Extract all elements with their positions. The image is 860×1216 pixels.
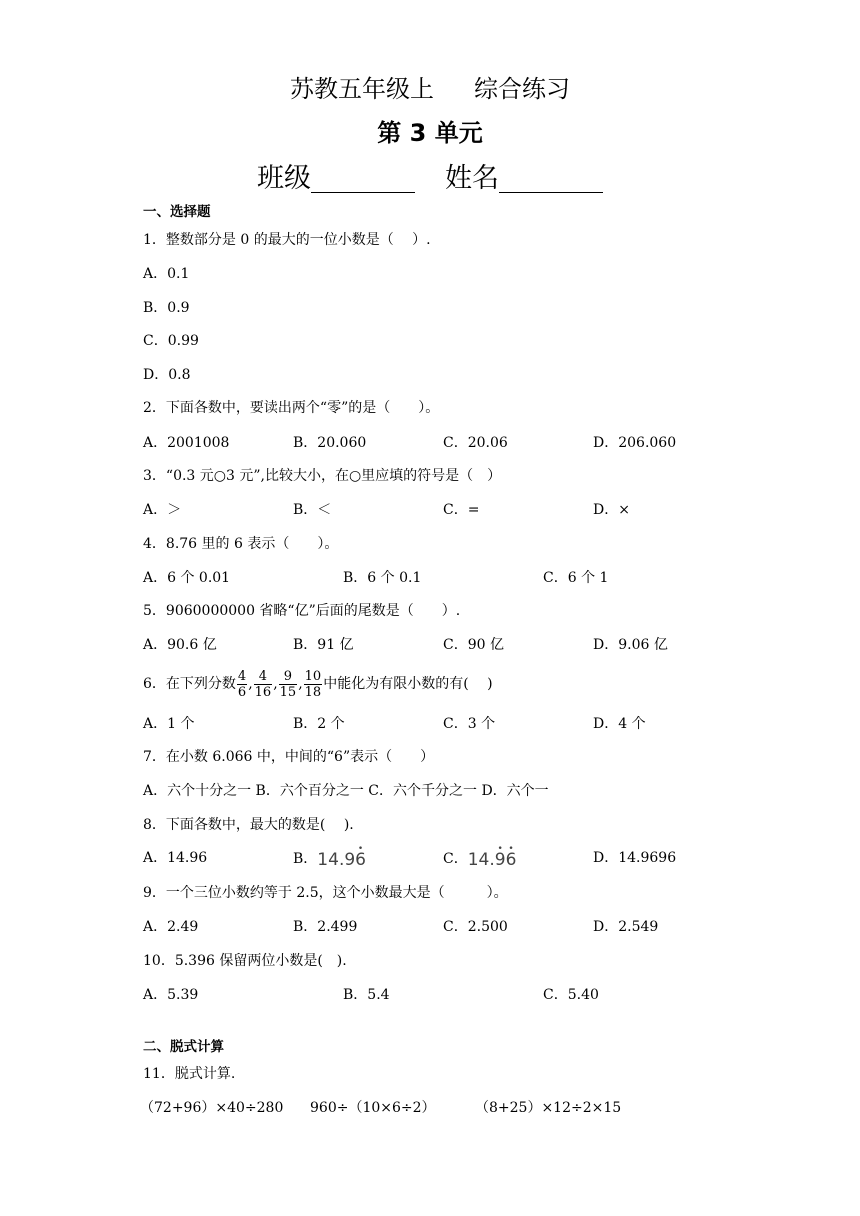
section-heading-choice: 一、选择题 bbox=[143, 204, 211, 220]
question-7-stem: 7．在小数 6.066 中，中间的“6”表示（ ） bbox=[143, 749, 435, 765]
repeating-decimal-b bbox=[317, 850, 366, 870]
fraction-separator-2: , bbox=[273, 676, 278, 692]
repeating-decimal-c-int: 14. bbox=[467, 850, 495, 870]
question-4-stem: 4．8.76 里的 6 表示（ ）。 bbox=[143, 536, 339, 552]
question-10-option-c: C．5.40 bbox=[543, 987, 599, 1003]
question-7-options: A．六个十分之一 B．六个百分之一 C．六个千分之一 D．六个一 bbox=[143, 783, 549, 799]
worksheet-title bbox=[0, 72, 860, 106]
fraction-4-denominator: 18 bbox=[304, 684, 322, 700]
question-9-option-c: C．2.500 bbox=[443, 919, 508, 935]
question-2-option-d: D．206.060 bbox=[593, 435, 677, 451]
question-3-option-d: D．× bbox=[593, 502, 630, 518]
fraction-1-numerator: 4 bbox=[237, 668, 247, 684]
repeating-decimal-c-digit-1-dotted: 9 • bbox=[495, 850, 506, 870]
question-2-option-a: A．2001008 bbox=[143, 435, 230, 451]
repeating-decimal-b-int: 14 bbox=[317, 850, 339, 870]
name-label: 姓名 bbox=[445, 163, 499, 194]
question-2-option-b: B．20.060 bbox=[293, 435, 367, 451]
question-5-option-a: A．90.6 亿 bbox=[143, 637, 217, 653]
repeating-decimal-b-digit-1: 9 bbox=[344, 850, 356, 870]
question-6-prefix: 6．在下列分数 bbox=[143, 676, 236, 692]
question-9-option-a: A．2.49 bbox=[143, 919, 199, 935]
repeating-decimal-c-digit-2-dotted: 6 • bbox=[506, 850, 517, 870]
title-practice: 综合练习 bbox=[474, 75, 570, 103]
question-1-option-b: B．0.9 bbox=[143, 300, 190, 316]
name-blank bbox=[499, 162, 603, 193]
fraction-2 bbox=[254, 669, 273, 700]
fraction-3-denominator: 15 bbox=[279, 684, 297, 700]
question-8-option-c bbox=[443, 848, 516, 869]
question-8-option-b bbox=[293, 848, 366, 869]
question-9-option-d: D．2.549 bbox=[593, 919, 659, 935]
question-10-option-a: A．5.39 bbox=[143, 987, 199, 1003]
fraction-4-numerator: 10 bbox=[304, 668, 322, 684]
question-9-option-b: B．2.499 bbox=[293, 919, 358, 935]
question-3-option-a: A．＞ bbox=[143, 502, 182, 518]
question-6-option-d: D．4 个 bbox=[593, 716, 646, 732]
question-3-option-c: C．= bbox=[443, 502, 480, 518]
fraction-separator-3: , bbox=[298, 676, 303, 692]
question-5-option-b: B．91 亿 bbox=[293, 637, 354, 653]
repeating-decimal-b-point: . bbox=[338, 850, 345, 870]
fraction-4 bbox=[304, 669, 323, 700]
question-4-option-c: C．6 个 1 bbox=[543, 570, 609, 586]
repeating-decimal-c bbox=[468, 850, 517, 870]
question-10-option-b: B．5.4 bbox=[343, 987, 390, 1003]
question-8-stem: 8．下面各数中，最大的数是( ). bbox=[143, 817, 354, 833]
question-1-option-a: A．0.1 bbox=[143, 266, 190, 282]
calc-expression-3: （8+25）×12÷2×15 bbox=[475, 1100, 622, 1116]
question-8-option-d: D．14.9696 bbox=[593, 850, 677, 866]
question-6-stem bbox=[143, 664, 493, 704]
question-6-option-a: A．1 个 bbox=[143, 716, 195, 732]
class-blank bbox=[311, 162, 415, 193]
class-label: 班级 bbox=[257, 163, 311, 194]
calc-expression-1: （72+96）×40÷280 bbox=[140, 1100, 284, 1116]
question-5-option-d: D．9.06 亿 bbox=[593, 637, 668, 653]
fraction-3 bbox=[279, 669, 298, 700]
fraction-3-numerator: 9 bbox=[279, 669, 298, 685]
question-6-option-c: C．3 个 bbox=[443, 716, 496, 732]
question-3-option-b: B．＜ bbox=[293, 502, 332, 518]
question-8-option-a: A．14.96 bbox=[143, 850, 208, 866]
question-1-option-d: D．0.8 bbox=[143, 367, 191, 383]
question-4-option-b: B．6 个 0.1 bbox=[343, 570, 422, 586]
question-8-option-c-letter: C． bbox=[443, 851, 468, 867]
question-5-stem: 5．9060000000 省略“亿”后面的尾数是（ ）. bbox=[143, 603, 461, 619]
unit-title: 第 3 单元 bbox=[377, 119, 483, 147]
calc-expression-2: 960÷（10×6÷2） bbox=[310, 1100, 436, 1116]
question-6-option-b: B．2 个 bbox=[293, 716, 345, 732]
question-1-option-c: C．0.99 bbox=[143, 333, 199, 349]
section-heading-calculation: 二、脱式计算 bbox=[143, 1039, 224, 1055]
fraction-1-denominator: 6 bbox=[237, 684, 247, 700]
fraction-1 bbox=[237, 669, 247, 700]
question-5-option-c: C．90 亿 bbox=[443, 637, 504, 653]
question-1-stem: 1．整数部分是 0 的最大的一位小数是（ ）. bbox=[143, 232, 431, 248]
question-6-suffix: 中能化为有限小数的有( ) bbox=[323, 676, 493, 692]
repeating-decimal-b-digit-2-dotted: 6 • bbox=[355, 850, 366, 870]
fraction-2-numerator: 4 bbox=[254, 669, 273, 685]
question-11-stem: 11．脱式计算. bbox=[143, 1066, 236, 1082]
question-3-stem: 3．“0.3 元○3 元”,比较大小，在○里应填的符号是（ ） bbox=[143, 468, 502, 484]
question-9-stem: 9．一个三位小数约等于 2.5，这个小数最大是（ ）。 bbox=[143, 885, 508, 901]
fraction-2-denominator: 16 bbox=[254, 684, 272, 700]
question-8-option-b-letter: B． bbox=[293, 851, 318, 867]
question-2-stem: 2．下面各数中，要读出两个“零”的是（ ）。 bbox=[143, 400, 440, 416]
student-info bbox=[0, 159, 860, 199]
fraction-separator-1: , bbox=[248, 676, 253, 692]
question-2-option-c: C．20.06 bbox=[443, 435, 508, 451]
title-grade: 苏教五年级上 bbox=[290, 75, 434, 103]
question-10-stem: 10．5.396 保留两位小数是( ). bbox=[143, 953, 347, 969]
question-4-option-a: A．6 个 0.01 bbox=[143, 570, 231, 586]
